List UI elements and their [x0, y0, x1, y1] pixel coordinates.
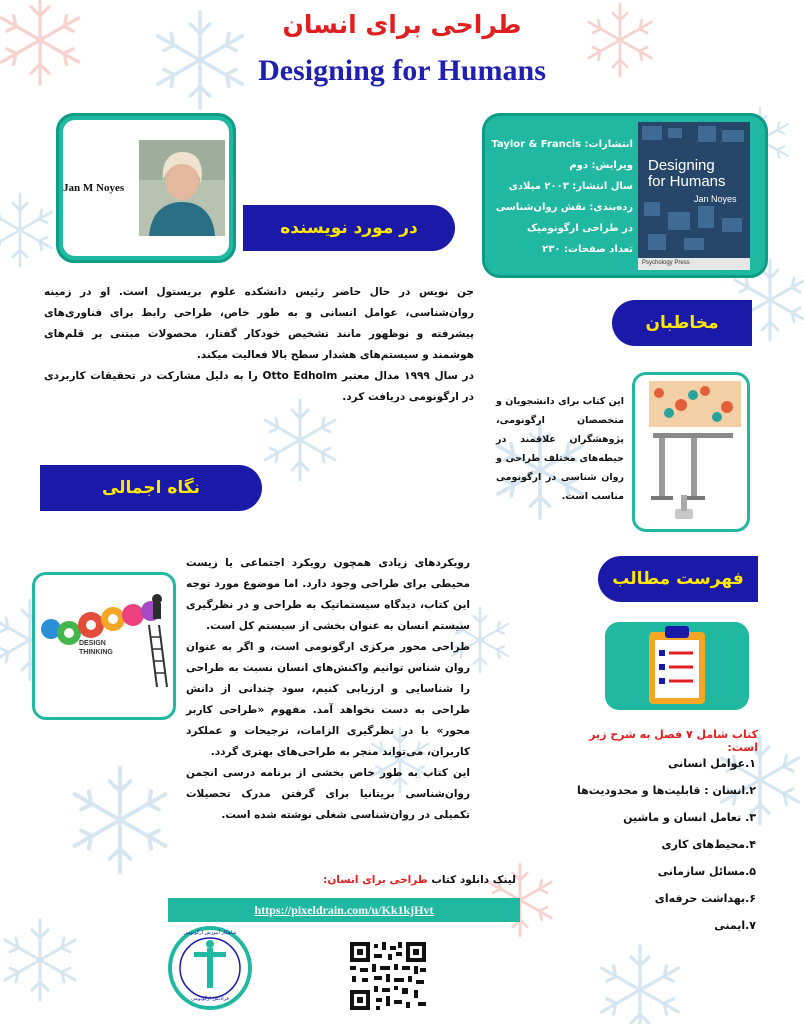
- book-edition: ویرایش: دوم: [569, 160, 633, 171]
- design-thinking-caption: DESIGN THINKING: [79, 640, 113, 656]
- clipboard-card: [605, 622, 749, 710]
- overview-section-label: نگاه اجمالی: [101, 478, 201, 498]
- logo-top-text: شاهکار آموزش ارگونومی: [183, 930, 237, 936]
- toc-item-7: ۷.ایمنی: [714, 919, 756, 932]
- toc-item-1: ۱.عوامل انسانی: [667, 757, 756, 770]
- audience-illustration-card: [632, 372, 750, 532]
- book-classification: رده‌بندی: نقش روان‌شناسی: [495, 202, 633, 213]
- overview-text: [186, 553, 470, 826]
- toc-item-2: ۲.انسان : قابلیت‌ها و محدودیت‌ها: [576, 784, 756, 797]
- overview-paragraph-2: طراحی محور مرکزی ارگونومی است، و اگر به عنوان روان شناس توانیم واکنش‌های انسان نسبت به طراحی را شناسایی و ارزیابی کنیم، سود چندانی از دانش طراحی به دست نخواهد آمد. مفهوم «طراحی کاربر محور» با در نظرگیری الزامات، ترجیحات و عملکرد کاربران، می‌تواند منجر به طراحی‌های بهتری گردد.: [186, 641, 470, 758]
- page-title-english: Designing for Humans: [258, 54, 546, 87]
- toc-section-banner: [598, 556, 758, 602]
- author-section-banner: [243, 205, 455, 251]
- page-title-persian: طراحی برای انسان: [282, 10, 522, 39]
- author-card: [56, 113, 236, 263]
- toc-section-label: فهرست مطالب: [612, 569, 744, 589]
- book-cover-title: Designing for Humans: [648, 157, 726, 190]
- overview-paragraph-3: این کتاب به طور خاص بخشی از برنامه درسی انجمن روان‌شناسی بریتانیا برای گرفتن مدرک تحصیلات تکمیلی در روان‌شناسی شغلی نوشته شده است.: [186, 767, 470, 821]
- author-bio-paragraph-1: جن نویس در حال حاضر رئیس دانشکده علوم بریستول است. او در زمینه روان‌شناسی، عوامل انسانی و به طور خاص، طراحی رابط برای فناوری‌های پیشرفته و نوظهور مانند تشخیص خودکار گفتار، محصولات مبتنی بر قلم‌های هوشمند و سیستم‌های هشدار سطح بالا فعالیت میکند.: [44, 286, 474, 361]
- book-cover: [638, 122, 750, 270]
- toc-item-4: ۴.محیط‌های کاری: [661, 838, 756, 851]
- download-label-book: طراحی برای انسان:: [323, 874, 428, 886]
- standing-desk-illustration: [635, 375, 747, 529]
- checklist-icon: [643, 624, 711, 708]
- download-label-prefix: لینک دانلود کتاب: [431, 874, 516, 886]
- book-pages: تعداد صفحات: ۲۳۰: [542, 244, 633, 255]
- audience-section-banner: [612, 300, 752, 346]
- author-photo: [139, 140, 225, 236]
- book-year: سال انتشار: ۲۰۰۳ میلادی: [508, 181, 633, 192]
- overview-section-banner: [40, 465, 262, 511]
- design-thinking-card: [32, 572, 176, 720]
- logo: [168, 926, 252, 1010]
- author-section-label: در مورد نویسنده: [280, 218, 418, 238]
- book-classification-cont: در طراحی ارگونومیک: [526, 223, 633, 234]
- toc-item-5: ۵.مسائل سازمانی: [657, 865, 756, 878]
- overview-paragraph-1: رویکردهای زیادی همچون رویکرد اجتماعی یا زیست محیطی برای طراحی وجود دارد. اما موضوع مورد توجه این کتاب، دیدگاه سیستماتیک به طراحی و در نظرگیری سیستم انسان به عنوان بخشی از سیستم کل است.: [186, 557, 470, 632]
- toc-item-6: ۶.بهداشت حرفه‌ای: [654, 892, 756, 905]
- qr-code[interactable]: [348, 940, 428, 1012]
- audience-text: این کتاب برای دانشجویان و متخصصان ارگونومی، پژوهشگران علاقمند در حیطه‌های مختلف طراحی و روان شناسی در ارگونومی مناسب است.: [496, 396, 624, 502]
- download-link[interactable]: https://pixeldrain.com/u/Kk1kjHvt: [168, 898, 520, 922]
- toc-list: [560, 750, 756, 939]
- author-bio-paragraph-2: در سال ۱۹۹۹ مدال معتبر Otto Edholm را به دلیل مشارکت در تحقیقات کاربردی در ارگونومی دریافت کرد.: [44, 370, 474, 403]
- audience-section-label: مخاطبان: [645, 313, 719, 333]
- author-bio: [44, 282, 474, 408]
- book-cover-author: Jan Noyes: [694, 194, 737, 204]
- author-name: Jan M Noyes: [63, 182, 125, 194]
- download-label: [240, 874, 516, 886]
- logo-bottom-text: فرادیس ارگونومی: [191, 996, 229, 1002]
- toc-item-3: ۳. تعامل انسان و ماشین: [623, 811, 756, 824]
- toc-intro: کتاب شامل ۷ فصل به شرح زیر است:: [589, 728, 758, 754]
- book-info-list: [489, 134, 633, 260]
- book-info-card: [482, 113, 768, 278]
- book-publisher: انتشارات: Taylor & Francis: [491, 139, 633, 150]
- book-cover-publisher: Psychology Press: [642, 260, 690, 266]
